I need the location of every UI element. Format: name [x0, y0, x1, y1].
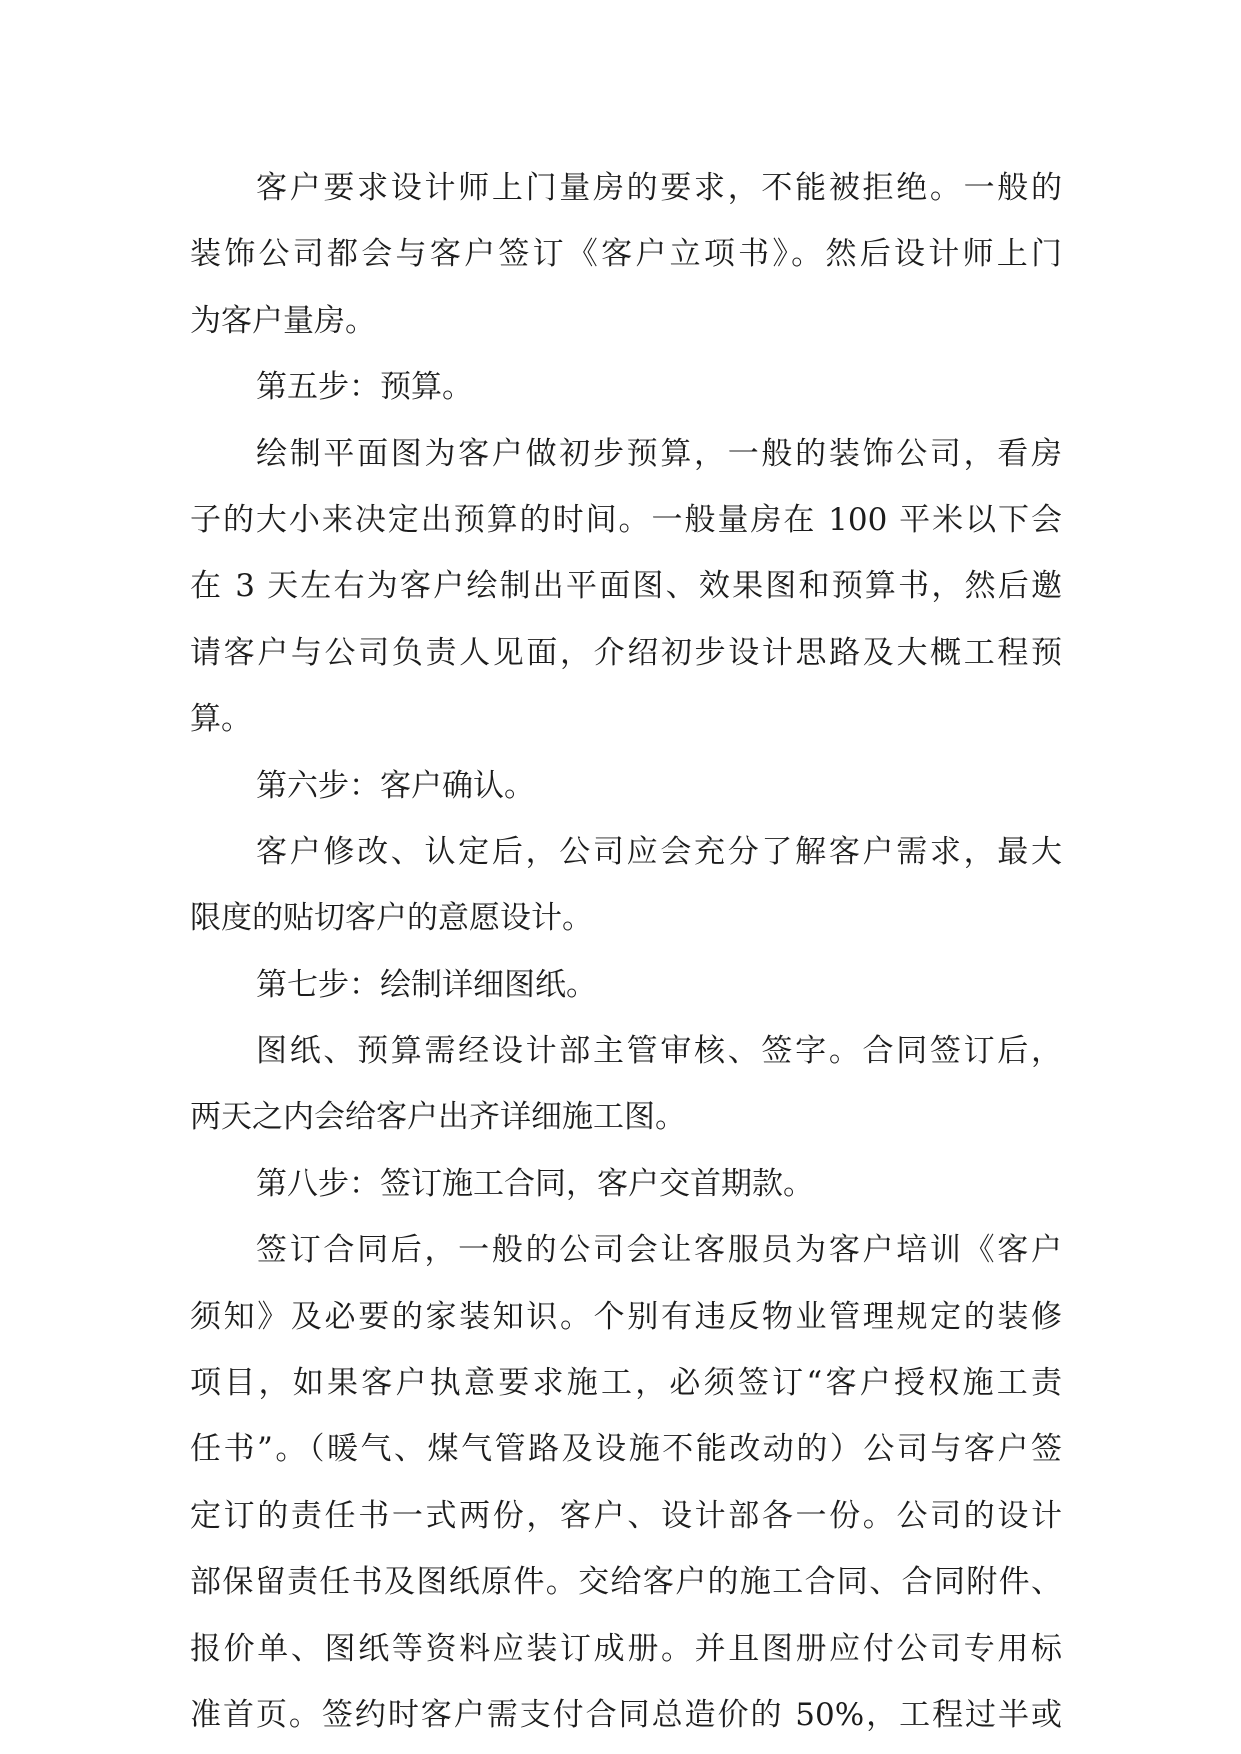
text-line: 定订的责任书一式两份，客户、设计部各一份。公司的设计: [190, 1497, 1062, 1534]
text-line: 项目，如果客户执意要求施工，必须签订“客户授权施工责: [190, 1365, 1062, 1402]
text-line: 装饰公司都会与客户签订《客户立项书》。然后设计师上门: [190, 236, 1062, 273]
step-heading: 第八步：签订施工合同，客户交首期款。: [256, 1165, 814, 1202]
text-line: 图纸、预算需经设计部主管审核、签字。合同签订后，: [256, 1033, 1062, 1070]
text-line: 算。: [190, 701, 252, 738]
step-heading: 第五步：预算。: [256, 369, 473, 406]
text-line: 绘制平面图为客户做初步预算，一般的装饰公司，看房: [256, 435, 1062, 472]
text-line: 客户修改、认定后，公司应会充分了解客户需求，最大: [256, 833, 1062, 870]
text-line: 签订合同后，一般的公司会让客服员为客户培训《客户: [256, 1232, 1062, 1269]
text-line: 限度的贴切客户的意愿设计。: [190, 900, 593, 937]
text-line: 报价单、图纸等资料应装订成册。并且图册应付公司专用标: [190, 1630, 1062, 1667]
step-heading: 第七步：绘制详细图纸。: [256, 966, 597, 1003]
text-line: 在 3 天左右为客户绘制出平面图、效果图和预算书，然后邀: [190, 568, 1062, 605]
text-line: 请客户与公司负责人见面，介绍初步设计思路及大概工程预: [190, 634, 1062, 671]
text-line: 须知》及必要的家装知识。个别有违反物业管理规定的装修: [190, 1298, 1062, 1335]
text-line: 任书”。（暖气、煤气管路及设施不能改动的）公司与客户签: [190, 1431, 1062, 1468]
text-line: 客户要求设计师上门量房的要求，不能被拒绝。一般的: [256, 170, 1062, 206]
step-heading: 第六步：客户确认。: [256, 767, 535, 804]
text-line: 部保留责任书及图纸原件。交给客户的施工合同、合同附件、: [190, 1564, 1062, 1601]
document-body: [190, 155, 1062, 1748]
text-line: 为客户量房。: [190, 302, 376, 339]
text-line: 准首页。签约时客户需支付合同总造价的 50%，工程过半或: [190, 1696, 1062, 1733]
text-line: 子的大小来决定出预算的时间。一般量房在 100 平米以下会: [190, 501, 1062, 538]
text-line: 两天之内会给客户出齐详细施工图。: [190, 1099, 686, 1136]
